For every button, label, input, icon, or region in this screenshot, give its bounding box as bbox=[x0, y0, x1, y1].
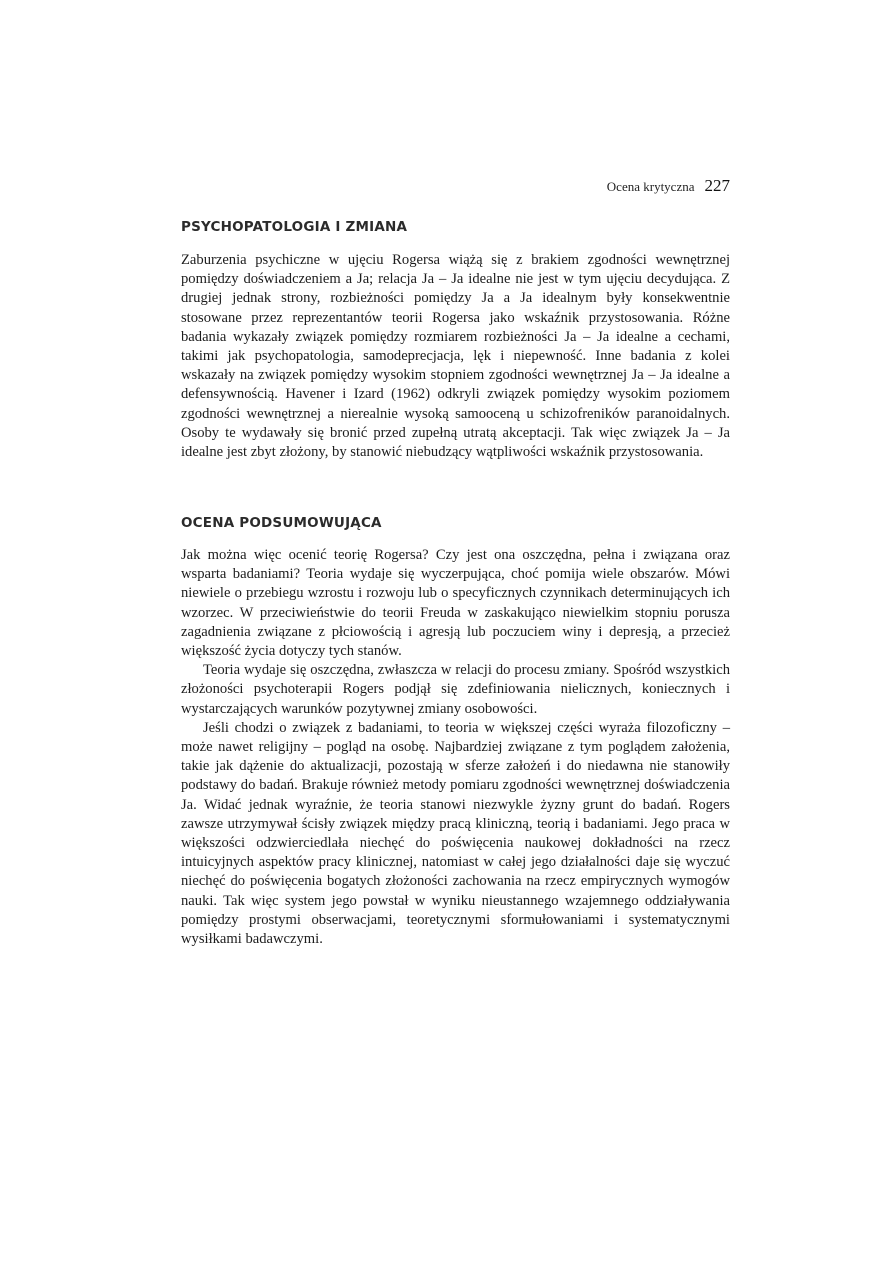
paragraph: Teoria wydaje się oszczędna, zwłaszcza w relacji do procesu zmiany. Spośród wszystkich złożoności psychoterapii Rogers podjął się zdefiniowania nielicznych, koniecznych i wystarczających warunków pozytywnej zmiany osobowości. bbox=[181, 662, 730, 717]
section-body-psychopathology bbox=[181, 251, 730, 462]
page-number: 227 bbox=[704, 176, 730, 195]
paragraph: Zaburzenia psychiczne w ujęciu Rogersa wiążą się z brakiem zgodności wewnętrznej pomiędzy doświadczeniem a Ja; relacja Ja – Ja idealne nie jest w tym ujęciu decydująca. Z drugiej jednak strony, rozbieżności pomiędzy Ja a Ja idealnym były konsekwentnie stosowane przez reprezentantów teorii Rogersa jako wskaźnik przystosowania. Różne badania wykazały związek pomiędzy rozmiarem rozbieżności Ja – Ja idealne a cechami, takimi jak psychopatologia, samodeprecjacja, lęk i niepewność. Inne badania z kolei wskazały na związek pomiędzy wysokim stopniem zgodności wewnętrznej Ja – Ja idealne a defensywnością. Havener i Izard (1962) odkryli związek pomiędzy wysokim poziomem zgodności wewnętrznej a nierealnie wysoką samooceną u schizofreników paranoidalnych. Osoby te wydawały się bronić przed zupełną utratą akceptacji. Tak więc związek Ja – Ja idealne jest zbyt złożony, by stanowić niebudzący wątpliwości wskaźnik przystosowania. bbox=[181, 252, 730, 461]
paragraph: Jeśli chodzi o związek z badaniami, to teoria w większej części wyraża filozoficzny – może nawet religijny – pogląd na osobę. Najbardziej związane z tym poglądem założenia, takie jak dążenie do aktualizacji, pozostają w sferze założeń i do niedawna nie stanowiły podstawy do badań. Brakuje również metody pomiaru zgodności wewnętrznej doświadczenia Ja. Widać jednak wyraźnie, że teoria stanowi niezwykle żyzny grunt do badań. Rogers zawsze utrzymywał ścisły związek między pracą kliniczną, teorią i badaniami. Jego praca w większości odzwierciedlała niechęć do poświęcenia naukowej dokładności na rzecz intuicyjnych aspektów pracy klinicznej, natomiast w całej jego działalności daje się wyczuć niechęć do poświęcenia bogatych złożoności zachowania na rzecz empirycznych wymogów nauki. Tak więc system jego powstał w wyniku nieustannego wzajemnego oddziaływania pomiędzy prostymi obserwacjami, teoretycznymi sformułowaniami i systematycznymi wysiłkami badawczymi. bbox=[181, 719, 730, 948]
section-body-summary bbox=[181, 546, 730, 949]
section-heading-summary: OCENA PODSUMOWUJĄCA bbox=[181, 515, 382, 531]
section-heading-psychopathology: PSYCHOPATOLOGIA I ZMIANA bbox=[181, 219, 408, 235]
running-head-title: Ocena krytyczna bbox=[606, 179, 695, 194]
paragraph: Jak można więc ocenić teorię Rogersa? Czy jest ona oszczędna, pełna i związana oraz wsparta badaniami? Teoria wydaje się wyczerpująca, choć pomija wiele obszarów. Mówi niewiele o przebiegu wzrostu i rozwoju lub o specyficznych czynnikach determinujących ich wzorzec. W przeciwieństwie do teorii Freuda w zaskakująco niewielkim stopniu porusza zagadnienia związane z płciowością i agresją lub poczuciem winy i depresją, a przecież większość życia dotyczy tych stanów. bbox=[181, 547, 730, 660]
running-head bbox=[607, 176, 730, 196]
